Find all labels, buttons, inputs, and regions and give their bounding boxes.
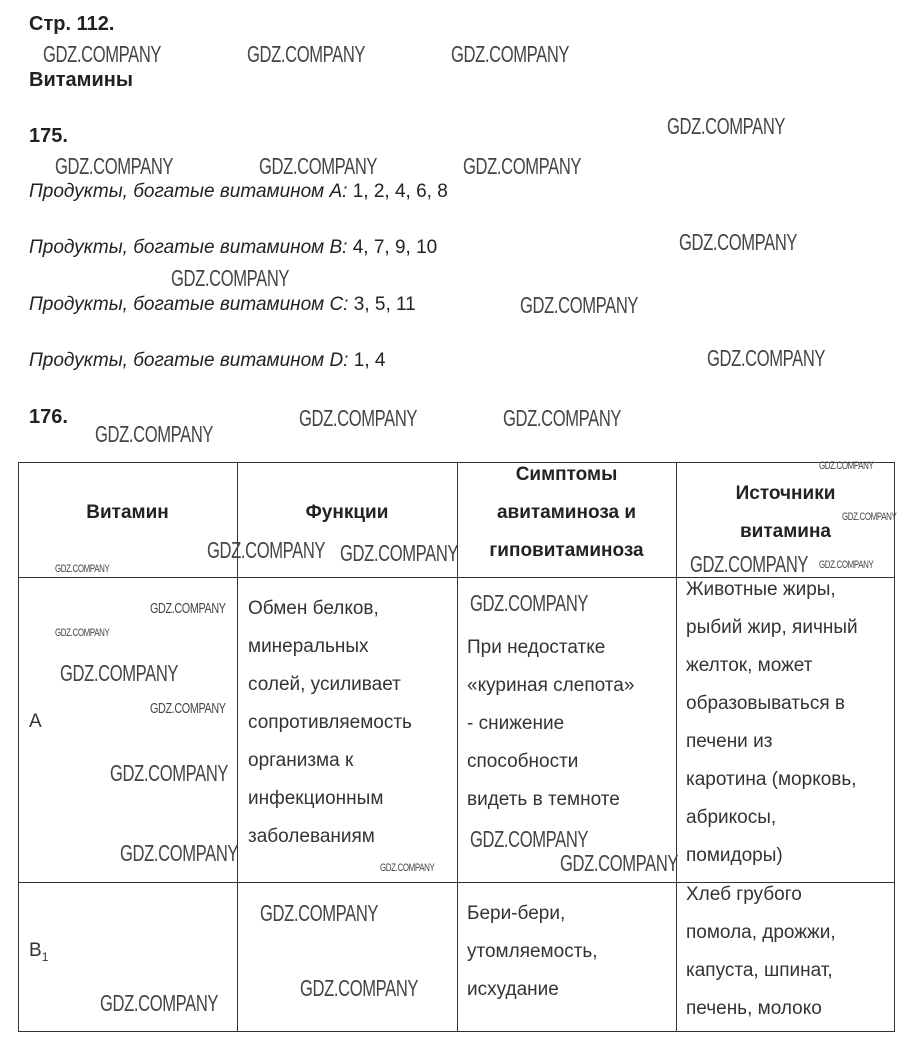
watermark: GDZ.COMPANY: [259, 153, 378, 179]
watermark: GDZ.COMPANY: [260, 900, 379, 926]
watermark: GDZ.COMPANY: [842, 511, 897, 523]
header-line: Источники: [735, 483, 836, 504]
header-functions: Функции: [305, 502, 389, 523]
cell-line: солей, усиливает: [248, 674, 401, 695]
vitamin-name: A: [29, 711, 42, 732]
watermark: GDZ.COMPANY: [470, 590, 589, 616]
header-symptoms: [457, 456, 676, 570]
answer-value: 1, 2, 4, 6, 8: [347, 181, 448, 202]
cell-line: исхудание: [467, 979, 559, 1000]
watermark: GDZ.COMPANY: [463, 153, 582, 179]
answer-label: Продукты, богатые витамином A:: [29, 181, 348, 202]
header-line: витамина: [739, 521, 831, 542]
watermark: GDZ.COMPANY: [55, 153, 174, 179]
watermark: GDZ.COMPANY: [503, 405, 622, 431]
task-176-number: 176.: [29, 406, 68, 428]
watermark: GDZ.COMPANY: [340, 540, 459, 566]
answer-value: 1, 4: [348, 350, 386, 371]
symptoms-cell: [467, 895, 598, 1009]
watermark: GDZ.COMPANY: [60, 660, 179, 686]
cell-line: печени из: [686, 731, 773, 752]
cell-line: Животные жиры,: [686, 579, 836, 600]
watermark: GDZ.COMPANY: [110, 760, 229, 786]
cell-line: организма к: [248, 750, 354, 771]
answer-label: Продукты, богатые витамином B:: [29, 237, 348, 258]
watermark: GDZ.COMPANY: [150, 700, 226, 717]
symptoms-cell: [467, 629, 634, 819]
answer-line-vitamin-a: [29, 181, 448, 203]
cell-line: минеральных: [248, 636, 369, 657]
watermark: GDZ.COMPANY: [120, 840, 239, 866]
task-175-number: 175.: [29, 125, 68, 147]
cell-line: образовываться в: [686, 693, 845, 714]
header-vitamin: Витамин: [86, 502, 169, 523]
watermark: GDZ.COMPANY: [150, 600, 226, 617]
cell-line: При недостатке: [467, 637, 606, 658]
cell-line: каротина (морковь,: [686, 769, 857, 790]
cell-line: утомляемость,: [467, 941, 598, 962]
watermark: GDZ.COMPANY: [819, 559, 874, 571]
watermark: GDZ.COMPANY: [707, 345, 826, 371]
vitamin-letter: B: [29, 940, 42, 961]
watermark: GDZ.COMPANY: [819, 460, 874, 472]
answer-line-vitamin-c: [29, 294, 416, 316]
cell-line: заболеваниям: [248, 826, 375, 847]
watermark: GDZ.COMPANY: [95, 421, 214, 447]
cell-line: инфекционным: [248, 788, 384, 809]
sources-cell: [686, 876, 836, 1028]
watermark: GDZ.COMPANY: [43, 41, 162, 67]
watermark: GDZ.COMPANY: [100, 990, 219, 1016]
watermark: GDZ.COMPANY: [55, 627, 110, 639]
answer-line-vitamin-b: [29, 237, 437, 259]
cell-line: помидоры): [686, 845, 783, 866]
cell-line: рыбий жир, яичный: [686, 617, 858, 638]
vitamin-name: [29, 932, 48, 976]
watermark: GDZ.COMPANY: [690, 551, 809, 577]
cell-line: помола, дрожжи,: [686, 922, 836, 943]
watermark: GDZ.COMPANY: [560, 850, 679, 876]
cell-line: сопротивляемость: [248, 712, 412, 733]
cell-line: капуста, шпинат,: [686, 960, 833, 981]
answer-value: 3, 5, 11: [348, 294, 416, 315]
answer-label: Продукты, богатые витамином D:: [29, 350, 349, 371]
answer-value: 4, 7, 9, 10: [347, 237, 438, 258]
cell-line: Хлеб грубого: [686, 884, 802, 905]
watermark: GDZ.COMPANY: [300, 975, 419, 1001]
watermark: GDZ.COMPANY: [247, 41, 366, 67]
watermark: GDZ.COMPANY: [520, 292, 639, 318]
cell-line: Бери-бери,: [467, 903, 566, 924]
header-line: гиповитаминоза: [489, 540, 644, 561]
answer-line-vitamin-d: [29, 350, 385, 372]
watermark: GDZ.COMPANY: [679, 229, 798, 255]
watermark: GDZ.COMPANY: [55, 563, 110, 575]
cell-line: печень, молоко: [686, 998, 822, 1019]
header-line: Симптомы: [515, 464, 618, 485]
cell-line: абрикосы,: [686, 807, 777, 828]
topic-title: Витамины: [29, 69, 133, 91]
cell-line: Обмен белков,: [248, 598, 379, 619]
cell-line: видеть в темноте: [467, 789, 620, 810]
header-line: авитаминоза и: [496, 502, 637, 523]
watermark: GDZ.COMPANY: [667, 113, 786, 139]
watermark: GDZ.COMPANY: [207, 537, 326, 563]
cell-line: желток, может: [686, 655, 813, 676]
watermark: GDZ.COMPANY: [299, 405, 418, 431]
cell-line: «куриная слепота»: [467, 675, 635, 696]
cell-line: способности: [467, 751, 579, 772]
watermark: GDZ.COMPANY: [380, 862, 435, 874]
watermark: GDZ.COMPANY: [171, 265, 290, 291]
sources-cell: [686, 571, 858, 875]
watermark: GDZ.COMPANY: [451, 41, 570, 67]
vitamin-subscript: 1: [41, 949, 49, 964]
watermark: GDZ.COMPANY: [470, 826, 589, 852]
page-label: Стр. 112.: [29, 13, 115, 35]
cell-line: - снижение: [467, 713, 565, 734]
answer-label: Продукты, богатые витамином C:: [29, 294, 349, 315]
functions-cell: [248, 590, 412, 856]
